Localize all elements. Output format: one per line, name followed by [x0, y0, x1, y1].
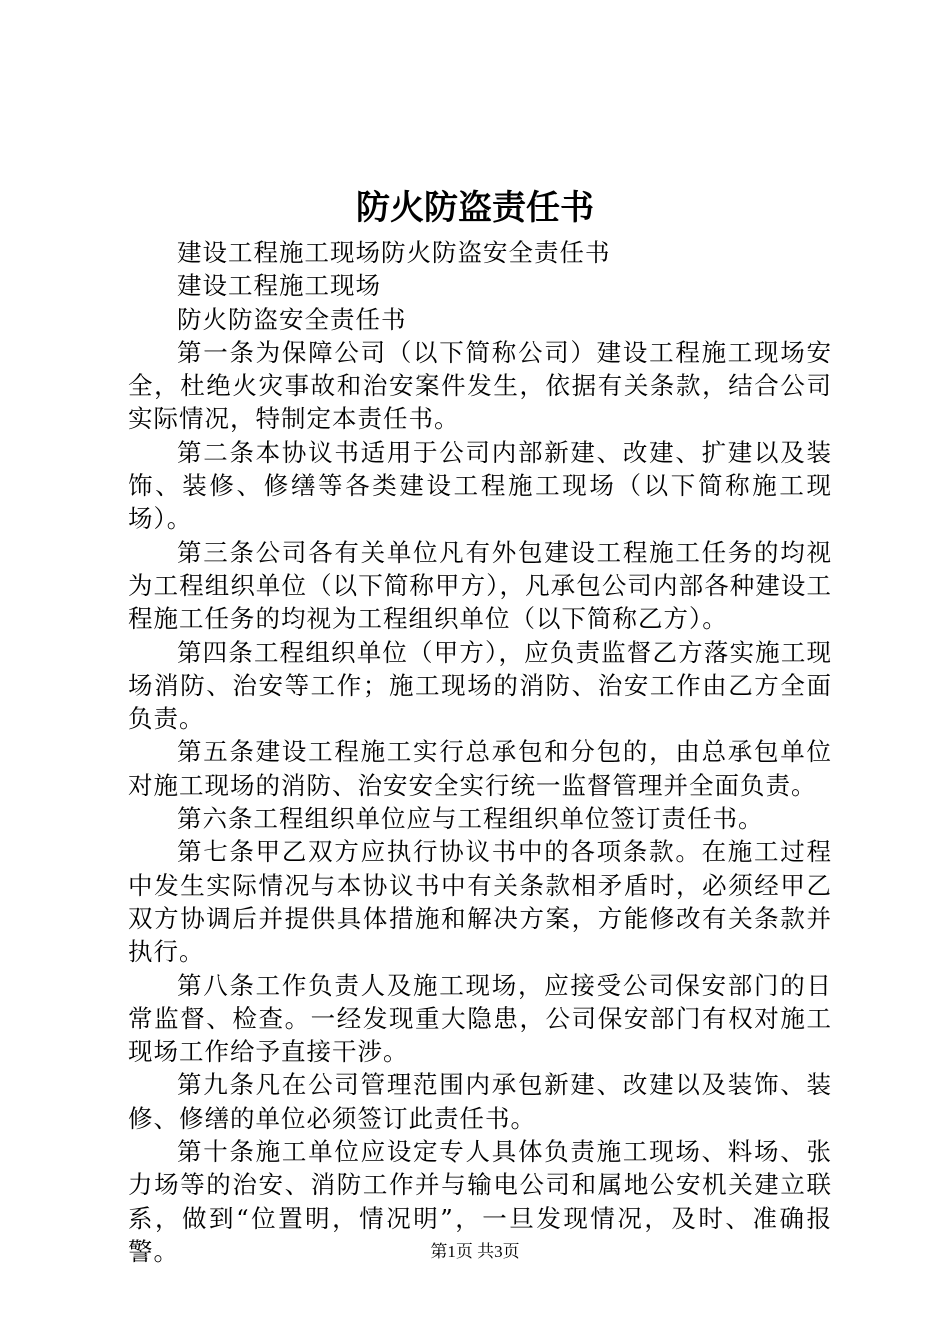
article-paragraph: 第三条公司各有关单位凡有外包建设工程施工任务的均视为工程组织单位（以下简称甲方），凡承包公司内部各种建设工程施工任务的均视为工程组织单位（以下简称乙方）。: [128, 537, 832, 634]
document-title: 防火防盗责任书: [356, 188, 594, 228]
subtitle-line: 建设工程施工现场: [177, 271, 381, 301]
article-paragraph: 第四条工程组织单位（甲方），应负责监督乙方落实施工现场消防、治安等工作；施工现场的消防、治安工作由乙方全面负责。: [128, 637, 832, 734]
article-paragraph: 第十条施工单位应设定专人具体负责施工现场、料场、张力场等的治安、消防工作并与输电公司和属地公安机关建立联系，做到“位置明，情况明”，一旦发现情况，及时、准确报警。: [128, 1137, 832, 1266]
document-body: [128, 236, 832, 1268]
article-paragraph: 第八条工作负责人及施工现场，应接受公司保安部门的日常监督、检查。一经发现重大隐患，公司保安部门有权对施工现场工作给予直接干涉。: [128, 970, 832, 1067]
article-paragraph: 第二条本协议书适用于公司内部新建、改建、扩建以及装饰、装修、修缮等各类建设工程施工现场（以下简称施工现场）。: [128, 437, 832, 534]
article-paragraph: 第七条甲乙双方应执行协议书中的各项条款。在施工过程中发生实际情况与本协议书中有关条款相矛盾时，必须经甲乙双方协调后并提供具体措施和解决方案，方能修改有关条款并执行。: [128, 837, 832, 967]
subtitle-line: 防火防盗安全责任书: [177, 304, 407, 334]
article-paragraph: 第六条工程组织单位应与工程组织单位签订责任书。: [177, 804, 764, 834]
article-paragraph: 第五条建设工程施工实行总承包和分包的，由总承包单位对施工现场的消防、治安安全实行统一监督管理并全面负责。: [128, 737, 832, 800]
page-number-footer: 第1页 共3页: [430, 1242, 520, 1261]
article-paragraph: 第九条凡在公司管理范围内承包新建、改建以及装饰、装修、修缮的单位必须签订此责任书。: [128, 1070, 832, 1133]
subtitle-line: 建设工程施工现场防火防盗安全责任书: [177, 238, 611, 267]
article-paragraph: 第一条为保障公司（以下简称公司）建设工程施工现场安全，杜绝火灾事故和治安案件发生，依据有关条款，结合公司实际情况，特制定本责任书。: [128, 337, 832, 434]
